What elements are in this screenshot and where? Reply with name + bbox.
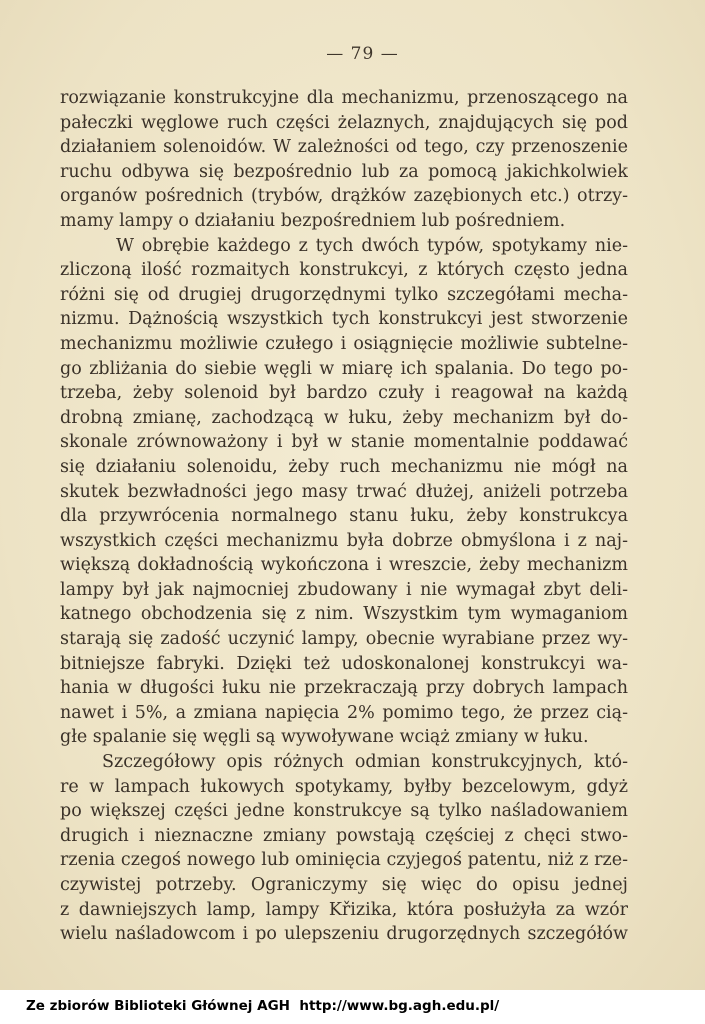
text-line: katnego obchodzenia się z nim. Wszystkim tym wymaganiom — [60, 604, 628, 625]
text-line: nawet i 5%, a zmiana napięcia 2% pomimo tego, że przez cią- — [60, 702, 628, 723]
text-line: go zbliżania do siebie węgli w miarę ich spalania. Do tego po- — [60, 358, 628, 379]
library-footer — [0, 990, 705, 1024]
text-line: starają się zadość uczynić lampy, obecnie wyrabiane przez wy- — [60, 629, 628, 650]
text-line: po większej części jedne konstrukcye są tylko naśladowaniem — [60, 801, 628, 822]
text-line: rzenia czegoś nowego lub ominięcia czyjegoś patentu, niż z rze- — [60, 850, 628, 871]
text-line: się działaniu solenoidu, żeby ruch mechanizmu nie mógł na — [60, 456, 628, 477]
page-number: — 79 — — [326, 44, 399, 64]
text-line: wielu naśladowcom i po ulepszeniu drugorzędnych szczegółów — [60, 924, 628, 945]
text-line: z dawniejszych lamp, lampy Křizika, która posłużyła za wzór — [60, 899, 628, 920]
text-line: większą dokładnością wykończona i wreszcie, żeby mechanizm — [60, 555, 628, 576]
text-line: różni się od drugiej drugorzędnymi tylko szczegółami mecha- — [60, 284, 628, 305]
text-line: drobną zmianę, zachodzącą w łuku, żeby mechanizm był do- — [60, 407, 628, 428]
text-line: lampy był jak najmocniej zbudowany i nie wymagał zbyt deli- — [60, 579, 628, 600]
text-line: drugich i nieznaczne zmiany powstają częściej z chęci stwo- — [60, 825, 628, 846]
text-line: ruchu odbywa się bezpośrednio lub za pomocą jakichkolwiek — [60, 161, 628, 182]
text-line: hania w długości łuku nie przekraczają przy dobrych lampach — [60, 678, 628, 699]
text-line: skonale zrównoważony i był w stanie momentalnie poddawać — [60, 432, 628, 453]
text-line: mechanizmu możliwie czułego i osiągnięcie możliwie subtelne- — [60, 333, 628, 354]
text-line: Szczegółowy opis różnych odmian konstrukcyjnych, któ- — [102, 752, 628, 773]
text-line: pałeczki węglowe ruch części żelaznych, znajdujących się pod — [60, 112, 628, 133]
text-line: zliczoną ilość rozmaitych konstrukcyi, z których często jedna — [60, 260, 628, 281]
text-line: skutek bezwładności jego masy trwać dłużej, aniżeli potrzeba — [60, 481, 628, 502]
body-text — [60, 86, 628, 947]
text-line: bitniejsze fabryki. Dzięki też udoskonalonej konstrukcyi wa- — [60, 653, 628, 674]
text-line: re w lampach łukowych spotykamy, byłby bezcelowym, gdyż — [60, 776, 628, 797]
text-line: wszystkich części mechanizmu była dobrze obmyślona i z naj- — [60, 530, 628, 551]
text-line: nizmu. Dążnością wszystkich tych konstrukcyi jest stworzenie — [60, 309, 628, 330]
text-line: dla przywrócenia normalnego stanu łuku, żeby konstrukcya — [60, 506, 628, 527]
text-line: mamy lampy o działaniu bezpośredniem lub pośredniem. — [60, 210, 566, 231]
text-line: rozwiązanie konstrukcyjne dla mechanizmu, przenoszącego na — [60, 88, 628, 108]
text-line: organów pośrednich (trybów, drążków zazębionych etc.) otrzy- — [60, 186, 628, 207]
text-line: działaniem solenoidów. W zależności od tego, czy przenoszenie — [60, 137, 628, 158]
text-line: głe spalanie się węgli są wywoływane wciąż zmiany w łuku. — [60, 727, 589, 748]
footer-credit: Ze zbiorów Biblioteki Głównej AGH http://www.bg.agh.edu.pl/ — [26, 998, 500, 1014]
text-line: trzeba, żeby solenoid był bardzo czuły i reagował na każdą — [60, 383, 628, 404]
text-line: W obrębie każdego z tych dwóch typów, spotykamy nie- — [116, 235, 628, 256]
text-line: czywistej potrzeby. Ograniczymy się więc do opisu jednej — [60, 875, 628, 895]
